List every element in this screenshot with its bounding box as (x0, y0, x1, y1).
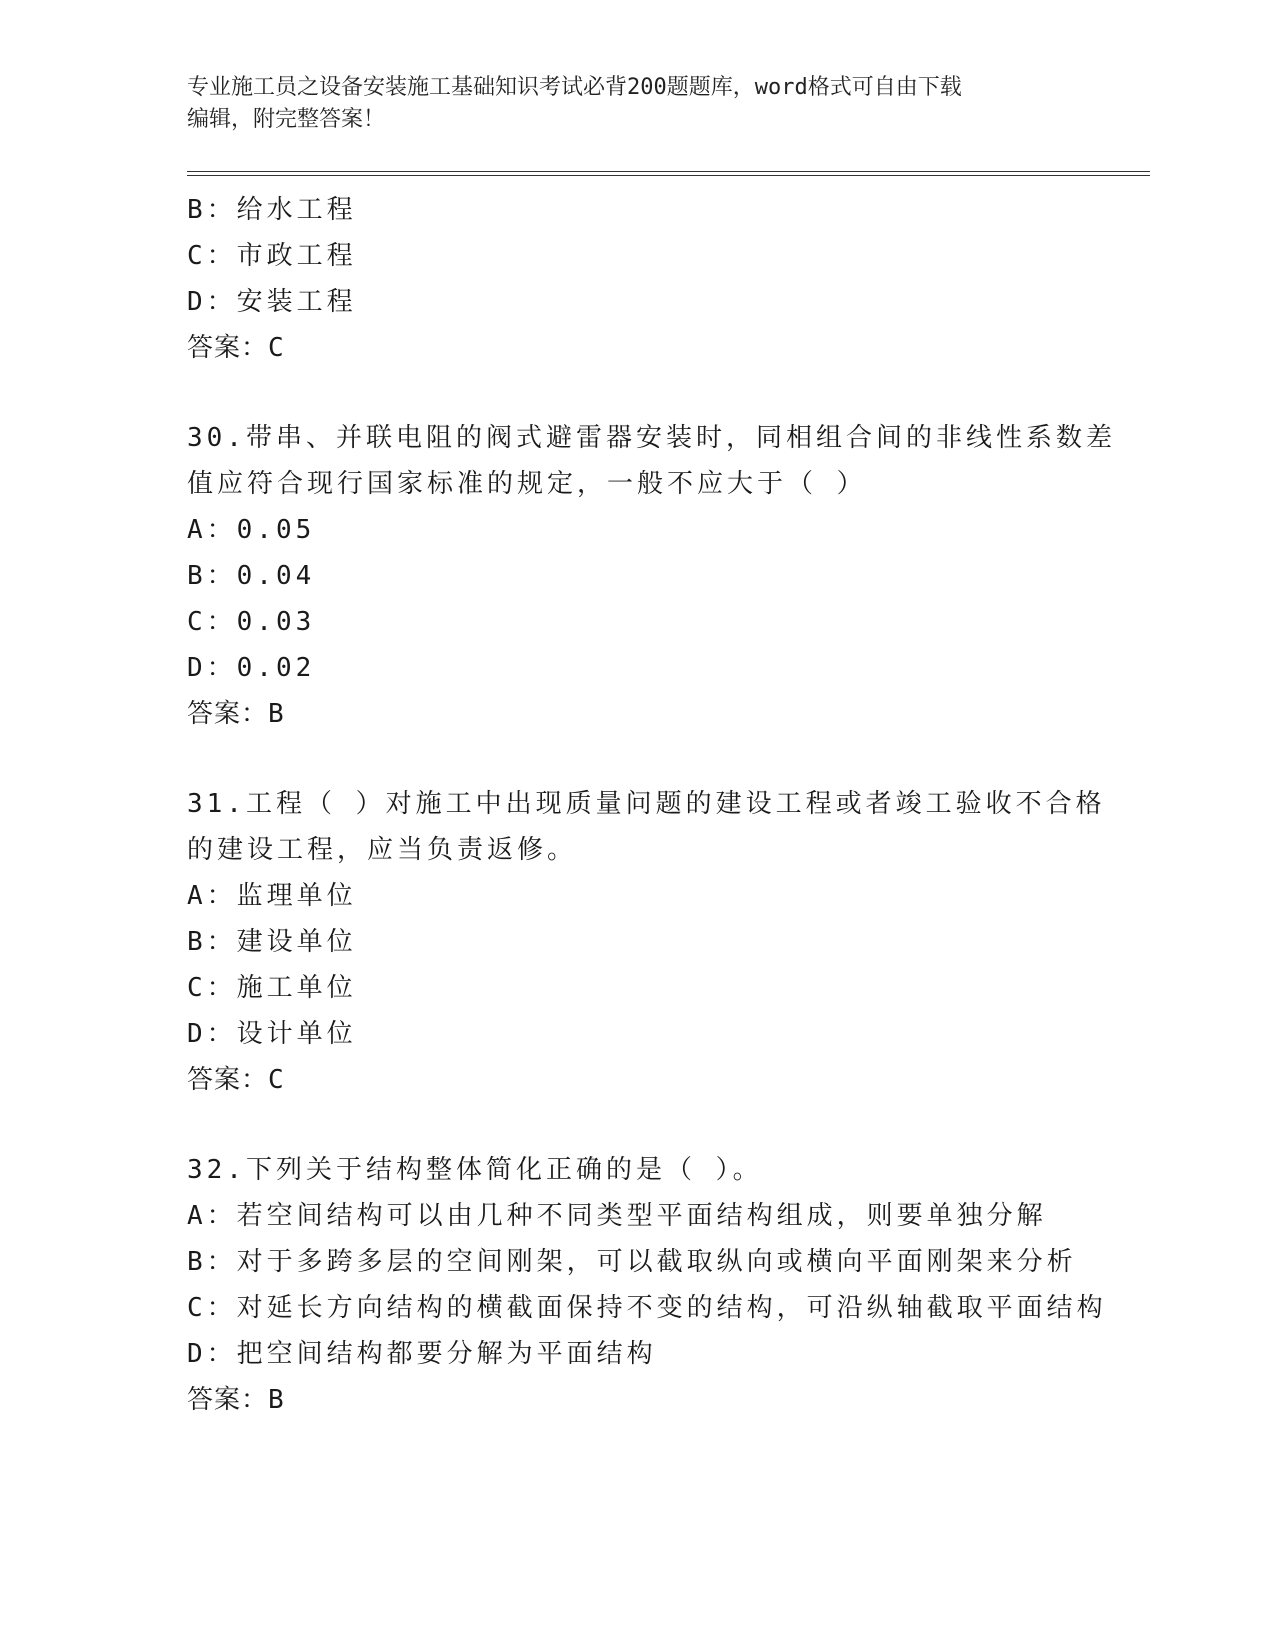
option-b: B：对于多跨多层的空间刚架，可以截取纵向或横向平面刚架来分析 (187, 1247, 1077, 1277)
question-31 (187, 781, 1106, 1103)
option-a: A：若空间结构可以由几种不同类型平面结构组成，则要单独分解 (187, 1201, 1047, 1231)
option-c: C：0.03 (187, 607, 316, 637)
question-30 (187, 415, 1116, 737)
option-b: B：给水工程 (187, 195, 357, 225)
option-b: B：0.04 (187, 561, 316, 591)
option-b: B：建设单位 (187, 927, 357, 957)
question-stem-line-2: 的建设工程，应当负责返修。 (187, 835, 578, 865)
answer-line: 答案：B (187, 1385, 285, 1415)
answer-line: 答案：B (187, 699, 285, 729)
header-title-line-2: 编辑，附完整答案！ (187, 107, 386, 132)
answer-line: 答案：C (187, 1065, 285, 1095)
question-stem-line-2: 值应符合现行国家标准的规定，一般不应大于（ ） (187, 469, 867, 499)
option-d: D：把空间结构都要分解为平面结构 (187, 1339, 657, 1369)
question-list (187, 187, 1116, 1423)
header-rule-bottom (187, 175, 1150, 176)
header-title-line-1: 专业施工员之设备安装施工基础知识考试必背200题题库，word格式可自由下载 (187, 75, 962, 100)
option-c: C：对延长方向结构的横截面保持不变的结构，可沿纵轴截取平面结构 (187, 1293, 1107, 1323)
option-a: A：0.05 (187, 515, 316, 545)
answer-line: 答案：C (187, 333, 285, 363)
header-rule-top (187, 171, 1150, 172)
option-d: D：设计单位 (187, 1019, 357, 1049)
question-32 (187, 1147, 1107, 1423)
option-c: C：施工单位 (187, 973, 357, 1003)
option-d: D：安装工程 (187, 287, 357, 317)
option-a: A：监理单位 (187, 881, 357, 911)
option-c: C：市政工程 (187, 241, 357, 271)
question-stem-line-1: 32.下列关于结构整体简化正确的是（ ）。 (187, 1155, 763, 1185)
question-stem-line-1: 31.工程（ ）对施工中出现质量问题的建设工程或者竣工验收不合格 (187, 789, 1106, 819)
option-d: D：0.02 (187, 653, 316, 683)
prev-question-block (187, 187, 1087, 371)
question-stem-line-1: 30.带串、并联电阻的阀式避雷器安装时，同相组合间的非线性系数差 (187, 423, 1116, 453)
document-header (187, 72, 1067, 136)
